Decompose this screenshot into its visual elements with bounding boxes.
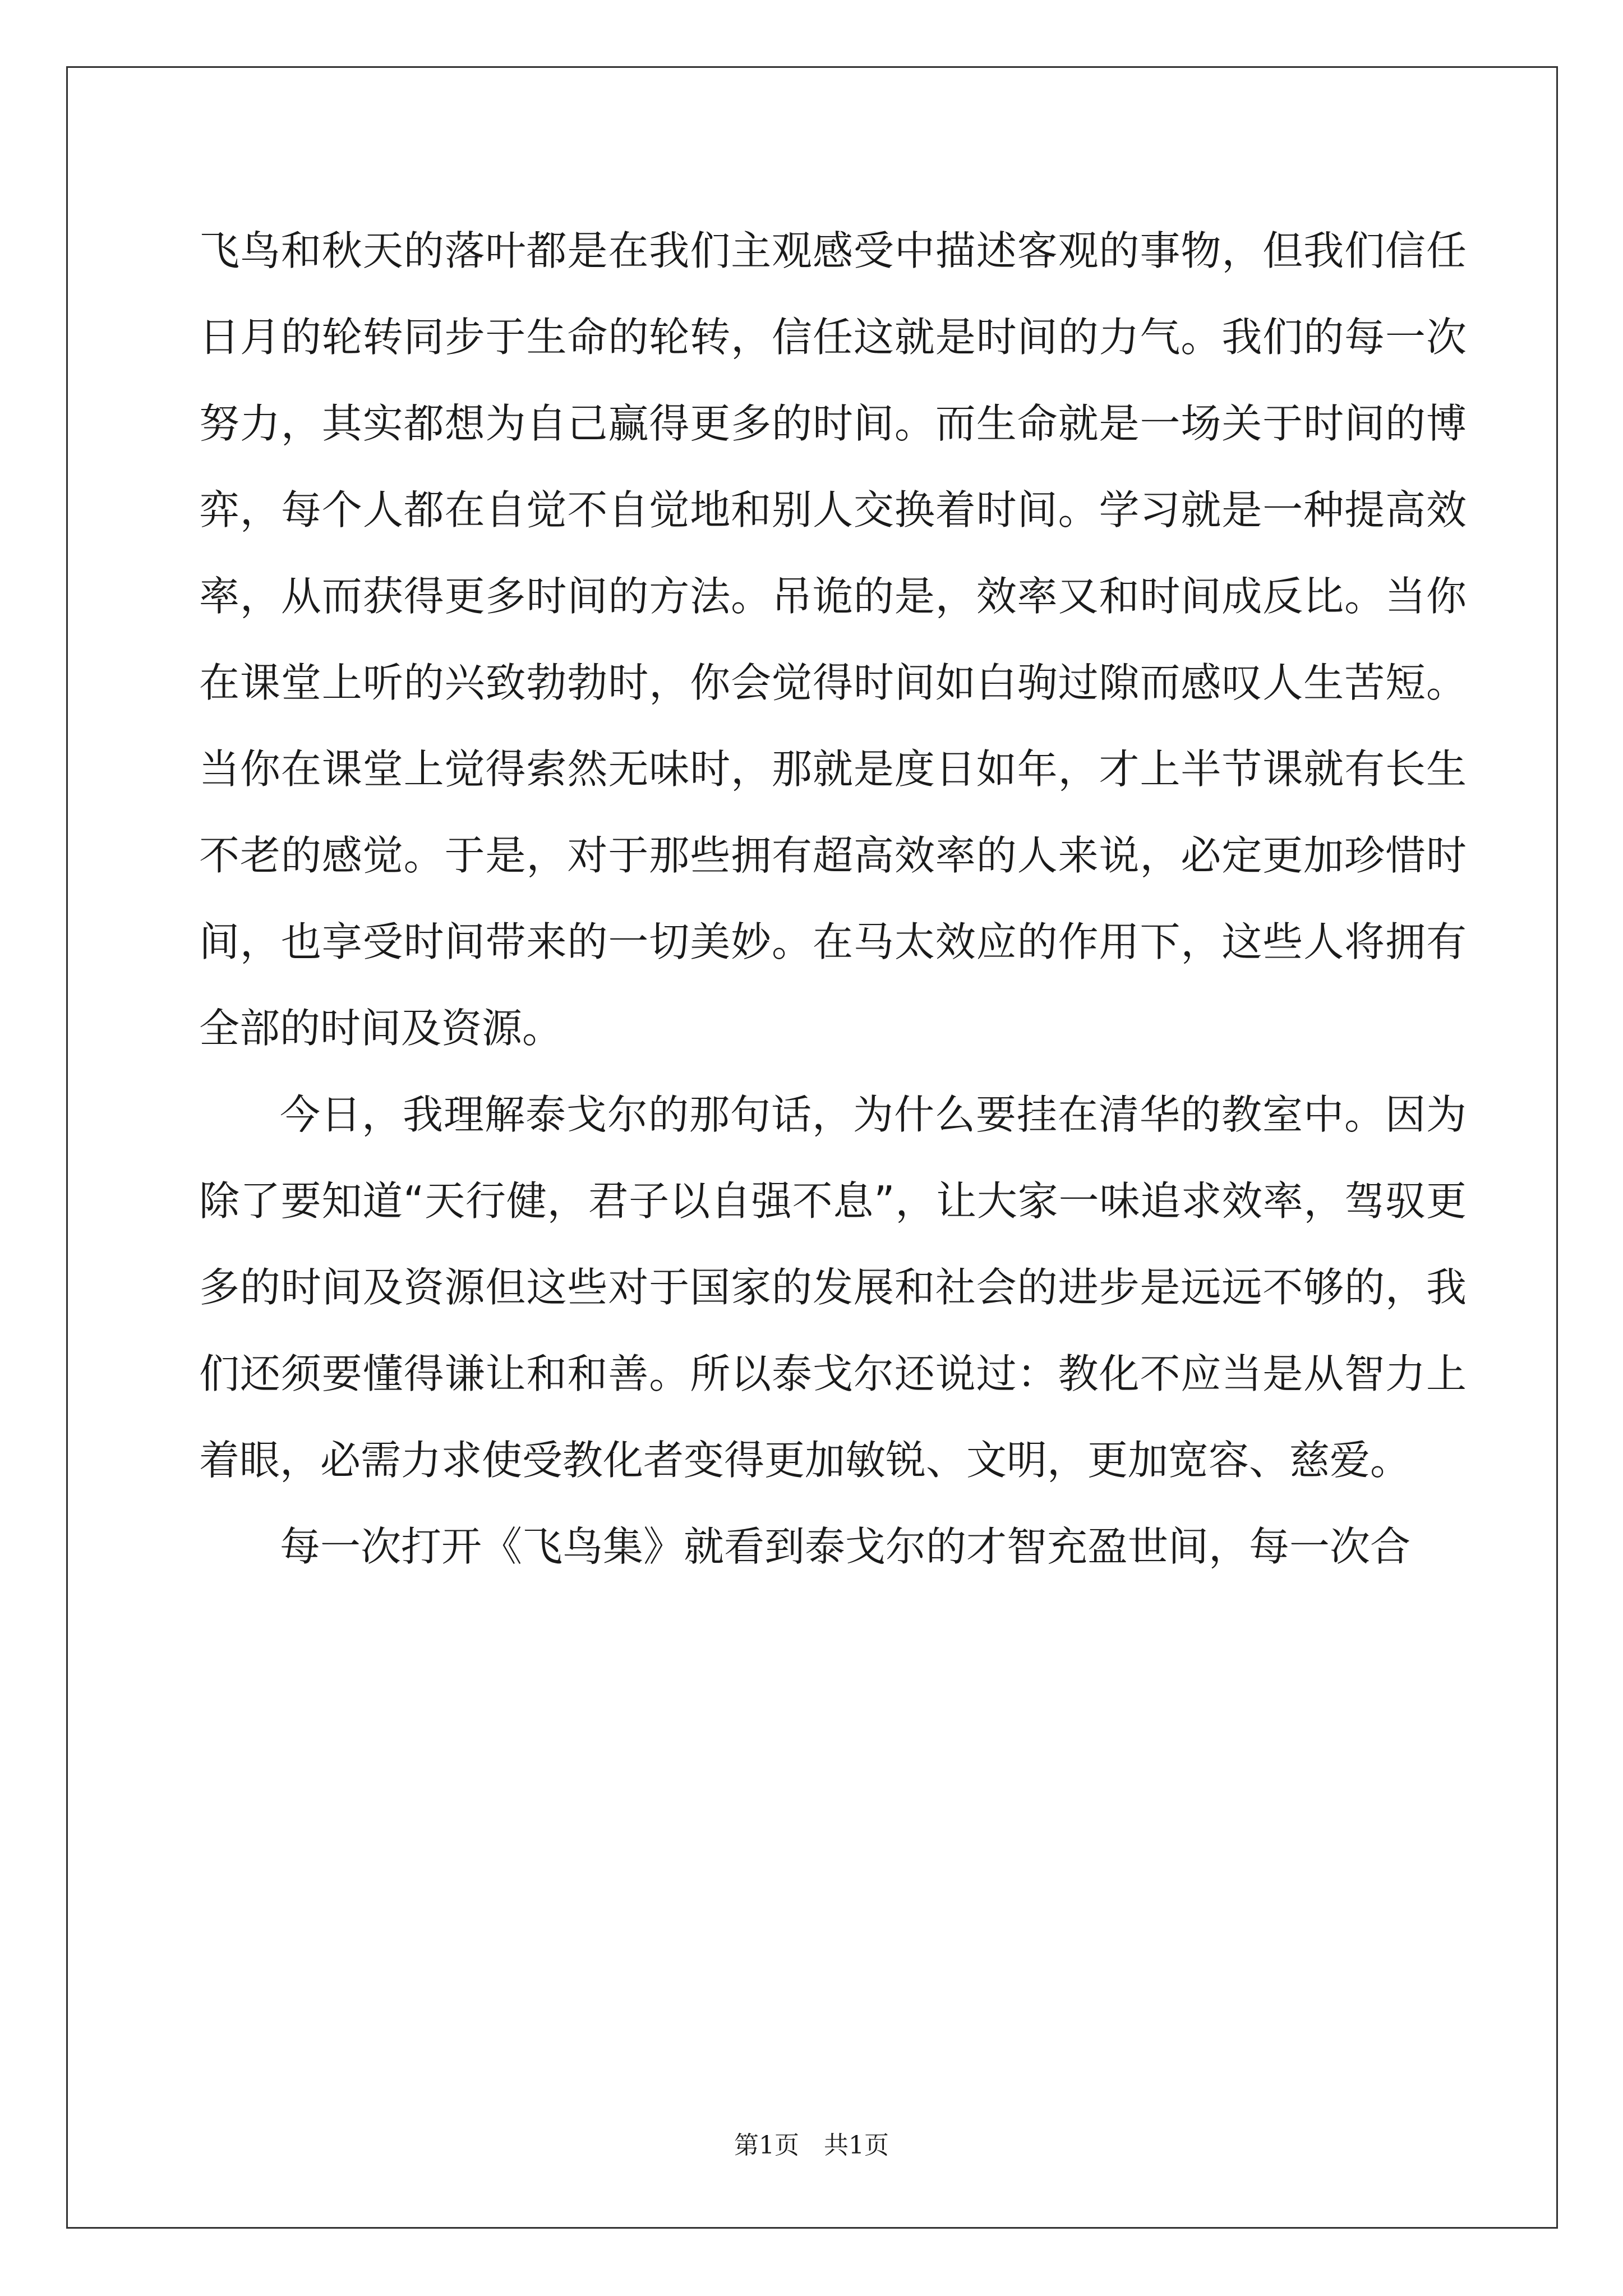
document-body <box>199 208 1467 1590</box>
paragraph-1: 飞鸟和秋天的落叶都是在我们主观感受中描述客观的事物，但我们信任日月的轮转同步于生命的轮转，信任这就是时间的力气。我们的每一次努力，其实都想为自己赢得更多的时间。而生命就是一场关于时间的博弈，每个人都在自觉不自觉地和别人交换着时间。学习就是一种提高效率，从而获得更多时间的方法。吊诡的是，效率又和时间成反比。当你在课堂上听的兴致勃勃时，你会觉得时间如白驹过隙而感叹人生苦短。当你在课堂上觉得索然无味时，那就是度日如年，才上半节课就有长生不老的感觉。于是，对于那些拥有超高效率的人来说，必定更加珍惜时间，也享受时间带来的一切美妙。在马太效应的作用下，这些人将拥有全部的时间及资源。 <box>199 227 1467 1052</box>
paragraph-3: 每一次打开《飞鸟集》就看到泰戈尔的才智充盈世间，每一次合 <box>280 1523 1411 1570</box>
page-footer <box>0 2129 1623 2162</box>
paragraph-2: 今日，我理解泰戈尔的那句话，为什么要挂在清华的教室中。因为除了要知道“天行健，君子以自强不息”，让大家一味追求效率，驾驭更多的时间及资源但这些对于国家的发展和社会的进步是远远不够的，我们还须要懂得谦让和和善。所以泰戈尔还说过：教化不应当是从智力上着眼，必需力求使受教化者变得更加敏锐、文明，更加宽容、慈爱。 <box>199 1091 1467 1484</box>
page-number: 第1页 共1页 <box>734 2131 889 2160</box>
